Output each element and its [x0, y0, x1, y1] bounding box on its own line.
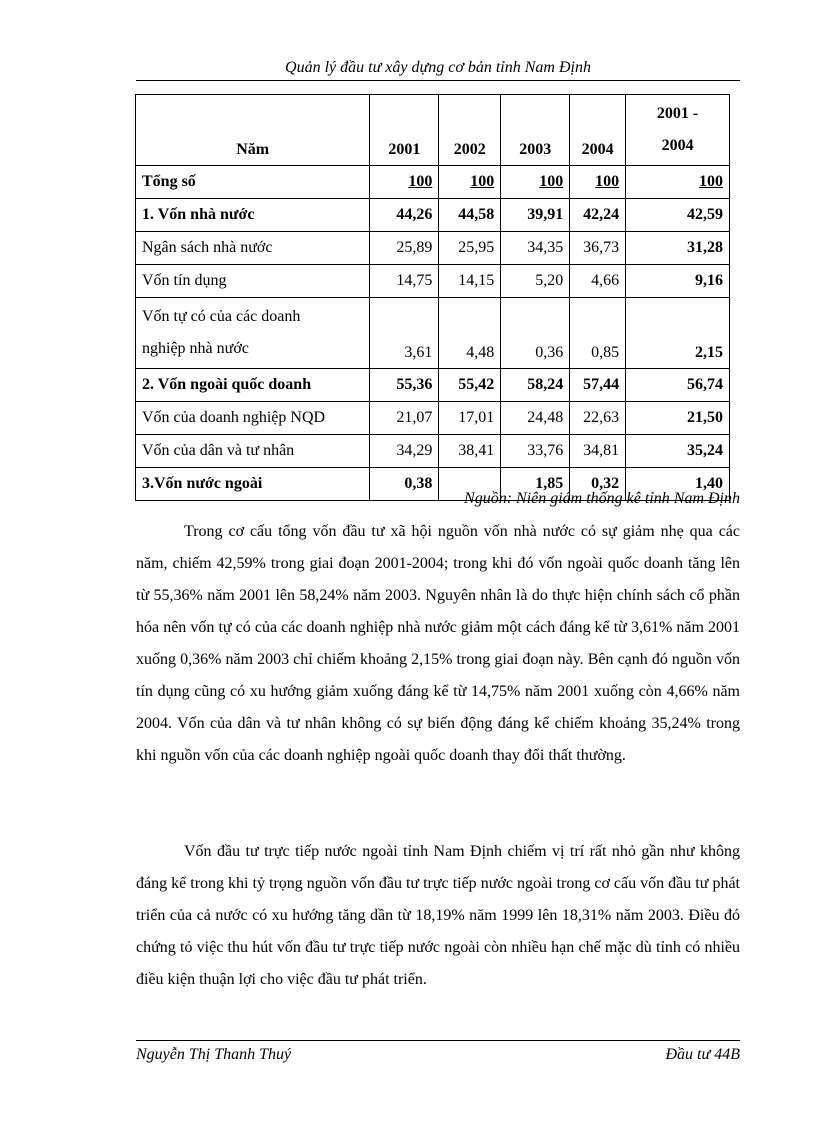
table-row — [136, 166, 730, 199]
row-label: Ngân sách nhà nước — [136, 232, 370, 265]
cell-value: 44,26 — [370, 199, 439, 232]
cell-value: 100 — [370, 166, 439, 199]
cell-value: 22,63 — [570, 402, 626, 435]
cell-value: 100 — [501, 166, 570, 199]
table-row — [136, 232, 730, 265]
cell-value: 25,89 — [370, 232, 439, 265]
table-row — [136, 402, 730, 435]
cell-value: 55,42 — [439, 369, 501, 402]
cell-value: 39,91 — [501, 199, 570, 232]
table-row — [136, 265, 730, 298]
table-header-row — [136, 95, 730, 166]
row-label — [136, 298, 370, 369]
footer-rule — [136, 1040, 740, 1041]
table-row — [136, 369, 730, 402]
page-header-title: Quản lý đầu tư xây dựng cơ bản tỉnh Nam Định — [285, 59, 591, 76]
row-label: Vốn của doanh nghiệp NQD — [136, 402, 370, 435]
cell-value: 25,95 — [439, 232, 501, 265]
table-row — [136, 298, 730, 369]
cell-value: 38,41 — [439, 435, 501, 468]
cell-value: 4,48 — [439, 298, 501, 369]
cell-value: 24,48 — [501, 402, 570, 435]
row-label-line2: nghiệp nhà nước — [142, 340, 249, 357]
cell-value: 34,29 — [370, 435, 439, 468]
cell-value: 21,50 — [626, 402, 730, 435]
header-cell-year-label: Năm — [136, 95, 370, 166]
cell-value: 3,61 — [370, 298, 439, 369]
cell-value: 100 — [439, 166, 501, 199]
row-label: Vốn tín dụng — [136, 265, 370, 298]
cell-value: 56,74 — [626, 369, 730, 402]
header-cell-2003: 2003 — [501, 95, 570, 166]
cell-value: 4,66 — [570, 265, 626, 298]
cell-value: 17,01 — [439, 402, 501, 435]
cell-value: 0,85 — [570, 298, 626, 369]
row-label: 3.Vốn nước ngoài — [136, 468, 370, 501]
cell-value: 0,32 — [570, 468, 626, 501]
investment-structure-table — [135, 94, 730, 501]
cell-value: 9,16 — [626, 265, 730, 298]
cell-value: 33,76 — [501, 435, 570, 468]
cell-value: 57,44 — [570, 369, 626, 402]
footer-author: Nguyễn Thị Thanh Thuý — [136, 1046, 292, 1063]
cell-value: 36,73 — [570, 232, 626, 265]
body-paragraph-1: Trong cơ cấu tổng vốn đầu tư xã hội nguồn vốn nhà nước có sự giảm nhẹ qua các năm, chiếm 42,59% trong giai đoạn 2001-2004; trong khi đó vốn ngoài quốc doanh tăng lên từ 55,36% năm 2001 lên 58,24% năm 2003. Nguyên nhân là do thực hiện chính sách cổ phần hóa nên vốn tự có của các doanh nghiệp nhà nước giảm một cách đáng kể từ 3,61% năm 2001 xuống 0,36% năm 2003 chỉ chiếm khoảng 2,15% trong giai đoạn này. Bên cạnh đó nguồn vốn tín dụng cũng có xu hướng giảm xuống đáng kể từ 14,75% năm 2001 xuống còn 4,66% năm 2004. Vốn của dân và tư nhân không có sự biến động đáng kể chiếm khoảng 35,24% trong khi nguồn vốn của các doanh nghiệp ngoài quốc doanh thay đổi thất thường. — [136, 523, 740, 764]
cell-value: 5,20 — [501, 265, 570, 298]
cell-value: 34,81 — [570, 435, 626, 468]
cell-value: 1,85 — [501, 468, 570, 501]
row-label: 2. Vốn ngoài quốc doanh — [136, 369, 370, 402]
row-label: 1. Vốn nhà nước — [136, 199, 370, 232]
cell-value: 42,59 — [626, 199, 730, 232]
cell-value: 0,36 — [501, 298, 570, 369]
cell-value: 1,40 — [626, 468, 730, 501]
cell-value: 100 — [626, 166, 730, 199]
cell-value: 42,24 — [570, 199, 626, 232]
header-cell-range — [626, 95, 730, 166]
header-cell-2004: 2004 — [570, 95, 626, 166]
header-cell-2001: 2001 — [370, 95, 439, 166]
table-source-note: Nguồn: Niên giám thống kê tỉnh Nam Định — [464, 490, 740, 507]
table-row — [136, 435, 730, 468]
cell-value: 34,35 — [501, 232, 570, 265]
body-paragraph-2: Vốn đầu tư trực tiếp nước ngoài tỉnh Nam Định chiếm vị trí rất nhỏ gần như không đáng kể trong khi tỷ trọng nguồn vốn đầu tư trực tiếp nước ngoài trong cơ cấu vốn đầu tư phát triển của cả nước có xu hướng tăng dần từ 18,19% năm 1999 lên 18,31% năm 2003. Điều đó chứng tỏ việc thu hút vốn đầu tư trực tiếp nước ngoài còn nhiều hạn chế mặc dù tỉnh có nhiều điều kiện thuận lợi cho việc đầu tư phát triển. — [136, 843, 740, 988]
cell-value: 14,15 — [439, 265, 501, 298]
cell-value: 21,07 — [370, 402, 439, 435]
cell-value: 44,58 — [439, 199, 501, 232]
footer-class: Đầu tư 44B — [665, 1046, 740, 1063]
cell-value: 14,75 — [370, 265, 439, 298]
cell-value: 31,28 — [626, 232, 730, 265]
header-range-bottom: 2004 — [661, 137, 694, 154]
cell-value: 58,24 — [501, 369, 570, 402]
header-rule — [136, 80, 740, 81]
row-label: Vốn của dân và tư nhân — [136, 435, 370, 468]
table-row — [136, 199, 730, 232]
cell-value: 55,36 — [370, 369, 439, 402]
row-label: Tổng số — [136, 166, 370, 199]
cell-value: 35,24 — [626, 435, 730, 468]
header-cell-2002: 2002 — [439, 95, 501, 166]
cell-value: 2,15 — [626, 298, 730, 369]
row-label-line1: Vốn tự có của các doanh — [142, 308, 301, 325]
cell-value: 100 — [570, 166, 626, 199]
cell-value: 0,38 — [370, 468, 439, 501]
header-range-top: 2001 - — [656, 105, 699, 122]
